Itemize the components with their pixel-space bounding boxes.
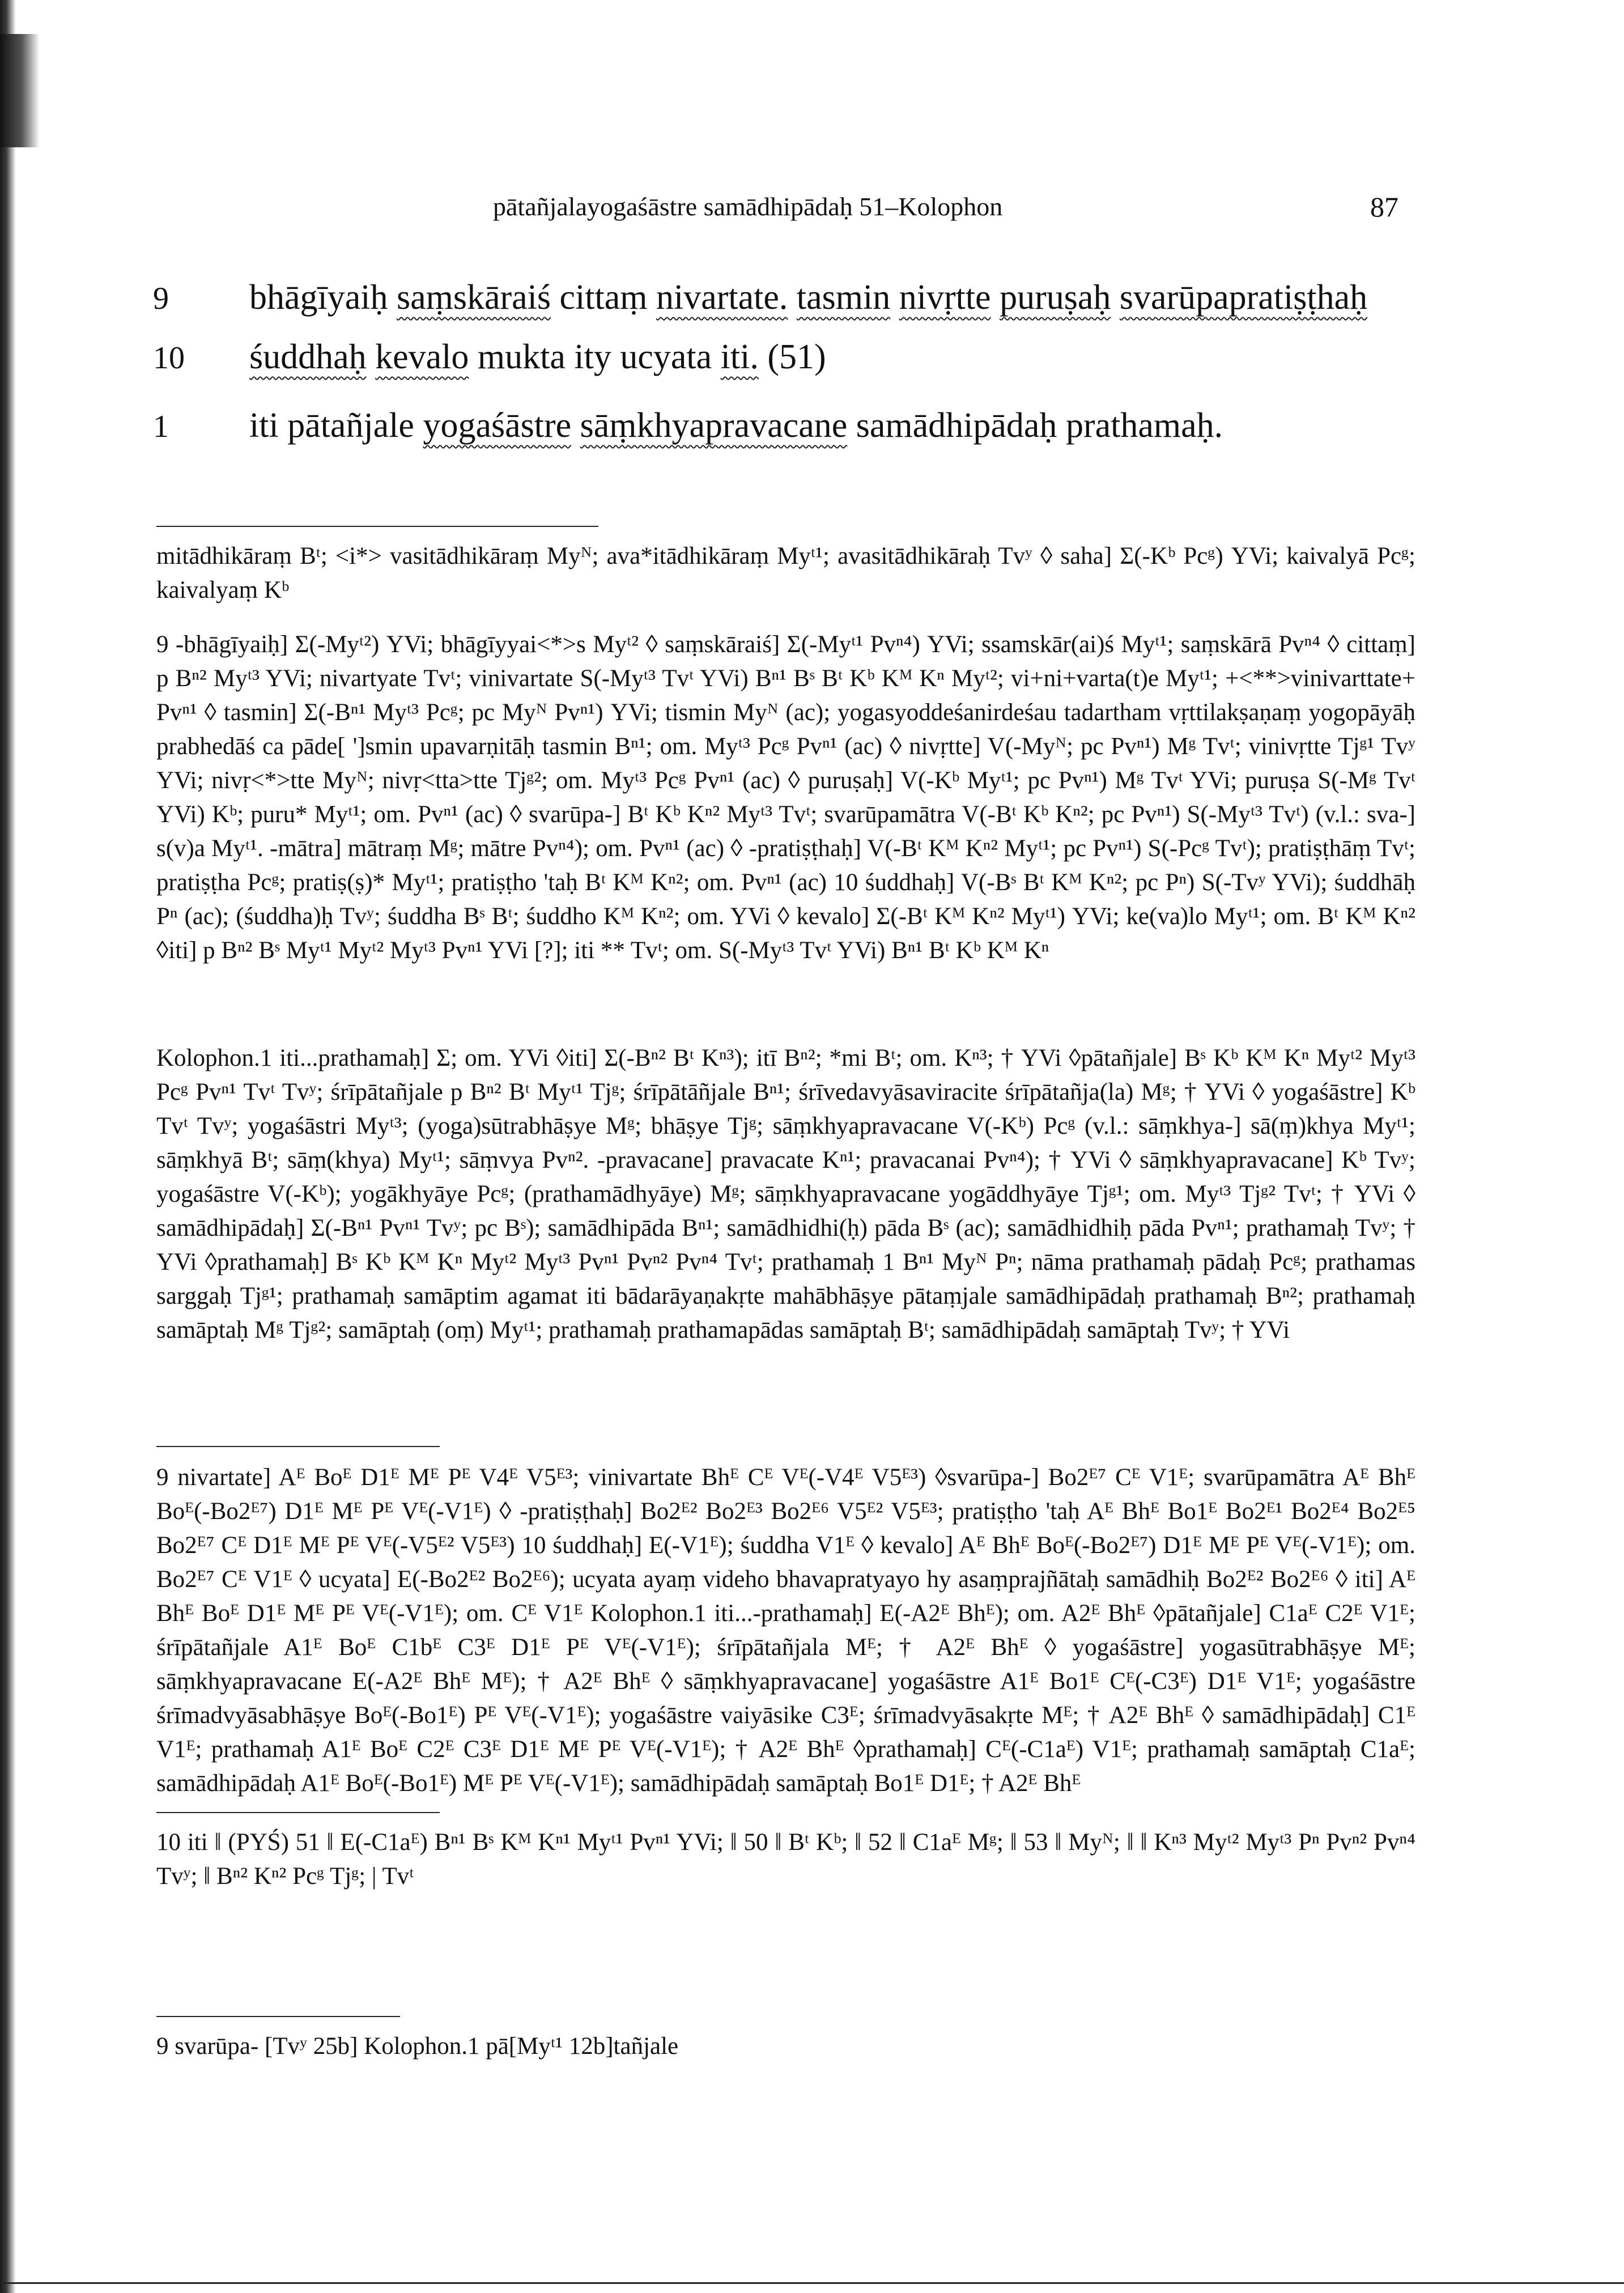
apparatus-block-e (156, 2030, 1415, 2084)
apparatus-rule-1 (156, 526, 598, 527)
binding-shadow (0, 0, 16, 2293)
apparatus-block-b (156, 1041, 1415, 1368)
main-line-colophon (153, 406, 1456, 446)
apparatus-block-a (156, 539, 1415, 988)
apparatus-entry: Kolophon.1 iti...prathamaḥ] Σ; om. YVi ◊iti] Σ(-Bⁿ² Bᵗ Kⁿ³); itī Bⁿ²; *mi Bᵗ; om. Kⁿ³; † YVi ◊pātañjale] Bˢ Kᵇ Kᴹ Kⁿ Myᵗ² Myᵗ³ Pcᵍ Pvⁿ¹ Tvᵗ Tvʸ; śrīpātañjale p Bⁿ² Bᵗ Myᵗ¹ Tjᵍ; śrīpātāñjale Bⁿ¹; śrīvedavyāsaviracite śrīpātañja(la) Mᵍ; † YVi ◊ yogaśāstre] Kᵇ Tvᵗ Tvʸ; yogaśāstri Myᵗ³; (yoga)sūtrabhāṣye Mᵍ; bhāṣye Tjᵍ; sāṃkhyapravacane V(-Kᵇ) Pcᵍ (v.l.: sāṃkhya-] sā(ṃ)khya Myᵗ¹; sāṃkhyā Bᵗ; sāṃ(khya) Myᵗ¹; sāṃvya Pvⁿ². -pravacane] pravacate Kⁿ¹; pravacanai Pvⁿ⁴); † YVi ◊ sāṃkhyapravacane] Kᵇ Tvʸ; yogaśāstre V(-Kᵇ); yogākhyāye Pcᵍ; (prathamādhyāye) Mᵍ; sāṃkhyapravacane yogāddhyāye Tjᵍ¹; om. Myᵗ³ Tjᵍ² Tvᵗ; † YVi ◊ samādhipādaḥ] Σ(-Bⁿ¹ Pvⁿ¹ Tvʸ; pc Bˢ); samādhipāda Bⁿ¹; samādhidhi(ḥ) pāda Bˢ (ac); samādhidhiḥ pāda Pvⁿ¹; prathamaḥ Tvʸ; † YVi ◊prathamaḥ] Bˢ Kᵇ Kᴹ Kⁿ Myᵗ² Myᵗ³ Pvⁿ¹ Pvⁿ² Pvⁿ⁴ Tvᵗ; prathamaḥ 1 Bⁿ¹ Myᴺ Pⁿ; nāma prathamaḥ pādaḥ Pcᵍ; prathamas sarggaḥ Tjᵍ¹; prathamaḥ samāptim agamat iti bādarāyaṇakṛte mahābhāṣye pātaṃjale samādhipādaḥ prathamaḥ Bⁿ²; prathamaḥ samāptaḥ Mᵍ Tjᵍ²; samāptaḥ (oṃ) Myᵗ¹; prathamaḥ prathamapādas samāptaḥ Bᵗ; samādhipādaḥ samāptaḥ Tvʸ; † YVi (156, 1045, 1415, 1343)
apparatus-block-c (156, 1461, 1415, 1821)
page-bottom-edge (0, 2282, 1624, 2284)
apparatus-entry: 10 iti ‖ (PYŚ) 51 ‖ E(-C1aᴱ) Bⁿ¹ Bˢ Kᴹ Kⁿ¹ Myᵗ¹ Pvⁿ¹ YVi; ‖ 50 ‖ Bᵗ Kᵇ; ‖ 52 ‖ C1aᴱ Mᵍ; ‖ 53 ‖ Myᴺ; ‖ ‖ Kⁿ³ Myᵗ² Myᵗ³ Pⁿ Pvⁿ² Pvⁿ⁴ Tvʸ; ‖ Bⁿ² Kⁿ² Pcᵍ Tjᵍ; | Tvᵗ (156, 1829, 1415, 1890)
line-text: iti pātañjale yogaśāstre sāṃkhyapravacane samādhipādaḥ prathamaḥ. (249, 406, 1223, 445)
apparatus-rule-3 (156, 1812, 440, 1813)
running-title: pātañjalayogaśāstre samādhipādaḥ 51–Kolophon (493, 192, 1003, 221)
apparatus-entry: 9 svarūpa- [Tvʸ 25b] Kolophon.1 pā[Myᵗ¹ 12b]tañjale (156, 2033, 679, 2060)
line-number: 1 (153, 409, 169, 444)
apparatus-rule-2 (156, 1446, 440, 1447)
page-number: 87 (1370, 191, 1398, 223)
apparatus-entry: mitādhikāraṃ Bᵗ; <i*> vasitādhikāraṃ Myᴺ; ava*itādhikāraṃ Myᵗ¹; avasitādhikāraḥ Tvʸ ◊ saha] Σ(-Kᵇ Pcᵍ) YVi; kaivalyā Pcᵍ; kaivalyaṃ Kᵇ (156, 543, 1415, 603)
apparatus-entry: 9 nivartate] Aᴱ Boᴱ D1ᴱ Mᴱ Pᴱ V4ᴱ V5ᴱ³; vinivartate Bhᴱ Cᴱ Vᴱ(-V4ᴱ V5ᴱ³) ◊svarūpa-] Bo2ᴱ⁷ Cᴱ V1ᴱ; svarūpamātra Aᴱ Bhᴱ Boᴱ(-Bo2ᴱ⁷) D1ᴱ Mᴱ Pᴱ Vᴱ(-V1ᴱ) ◊ -pratiṣṭhaḥ] Bo2ᴱ² Bo2ᴱ³ Bo2ᴱ⁶ V5ᴱ² V5ᴱ³; pratiṣṭho 'taḥ Aᴱ Bhᴱ Bo1ᴱ Bo2ᴱ¹ Bo2ᴱ⁴ Bo2ᴱ⁵ Bo2ᴱ⁷ Cᴱ D1ᴱ Mᴱ Pᴱ Vᴱ(-V5ᴱ² V5ᴱ³) 10 śuddhaḥ] E(-V1ᴱ); śuddha V1ᴱ ◊ kevalo] Aᴱ Bhᴱ Boᴱ(-Bo2ᴱ⁷) D1ᴱ Mᴱ Pᴱ Vᴱ(-V1ᴱ); om. Bo2ᴱ⁷ Cᴱ V1ᴱ ◊ ucyata] E(-Bo2ᴱ² Bo2ᴱ⁶); ucyata ayaṃ videho bhavapratyayo hy asaṃprajñātaḥ samādhiḥ Bo2ᴱ² Bo2ᴱ⁶ ◊ iti] Aᴱ Bhᴱ Boᴱ D1ᴱ Mᴱ Pᴱ Vᴱ(-V1ᴱ); om. Cᴱ V1ᴱ Kolophon.1 iti...-prathamaḥ] E(-A2ᴱ Bhᴱ); om. A2ᴱ Bhᴱ ◊pātañjale] C1aᴱ C2ᴱ V1ᴱ; śrīpātañjale A1ᴱ Boᴱ C1bᴱ C3ᴱ D1ᴱ Pᴱ Vᴱ(-V1ᴱ); śrīpātañjala Mᴱ; † A2ᴱ Bhᴱ ◊ yogaśāstre] yogasūtrabhāṣye Mᴱ; sāṃkhyapravacane E(-A2ᴱ Bhᴱ Mᴱ); † A2ᴱ Bhᴱ ◊ sāṃkhyapravacane] yogaśāstre A1ᴱ Bo1ᴱ Cᴱ(-C3ᴱ) D1ᴱ V1ᴱ; yogaśāstre śrīmadvyāsabhāṣye Boᴱ(-Bo1ᴱ) Pᴱ Vᴱ(-V1ᴱ); yogaśāstre vaiyāsike C3ᴱ; śrīmadvyāsakṛte Mᴱ; † A2ᴱ Bhᴱ ◊ samādhipādaḥ] C1ᴱ V1ᴱ; prathamaḥ A1ᴱ Boᴱ C2ᴱ C3ᴱ D1ᴱ Mᴱ Pᴱ Vᴱ(-V1ᴱ); † A2ᴱ Bhᴱ ◊prathamaḥ] Cᴱ(-C1aᴱ) V1ᴱ; prathamaḥ samāptaḥ C1aᴱ; samādhipādaḥ A1ᴱ Boᴱ(-Bo1ᴱ) Mᴱ Pᴱ Vᴱ(-V1ᴱ); samādhipādaḥ samāptaḥ Bo1ᴱ D1ᴱ; † A2ᴱ Bhᴱ (156, 1464, 1415, 1797)
main-text (153, 278, 1456, 465)
apparatus-entry: 9 -bhāgīyaiḥ] Σ(-Myᵗ²) YVi; bhāgīyyai<*>s Myᵗ² ◊ saṃskāraiś] Σ(-Myᵗ¹ Pvⁿ⁴) YVi; ssamskār(ai)ś Myᵗ¹; saṃskārā Pvⁿ⁴ ◊ cittaṃ] p Bⁿ² Myᵗ³ YVi; nivartyate Tvᵗ; vinivartate S(-Myᵗ³ Tvᵗ YVi) Bⁿ¹ Bˢ Bᵗ Kᵇ Kᴹ Kⁿ Myᵗ²; vi+ni+varta(t)e Myᵗ¹; +<**>vinivarttate+ Pvⁿ¹ ◊ tasmin] Σ(-Bⁿ¹ Myᵗ³ Pcᵍ; pc Myᴺ Pvⁿ¹) YVi; tismin Myᴺ (ac); yogasyoddeśanirdeśau tadartham vṛttilakṣaṇaṃ yogopāyāḥ prabhedāś ca pāde[ ']smin upavarṇitāḥ tasmin Bⁿ¹; om. Myᵗ³ Pcᵍ Pvⁿ¹ (ac) ◊ nivṛtte] V(-Myᴺ; pc Pvⁿ¹) Mᵍ Tvᵗ; vinivṛtte Tjᵍ¹ Tvʸ YVi; nivṛ<*>tte Myᴺ; nivṛ<tta>tte Tjᵍ²; om. Myᵗ³ Pcᵍ Pvⁿ¹ (ac) ◊ puruṣaḥ] V(-Kᵇ Myᵗ¹; pc Pvⁿ¹) Mᵍ Tvᵗ YVi; puruṣa S(-Mᵍ Tvᵗ YVi) Kᵇ; puru* Myᵗ¹; om. Pvⁿ¹ (ac) ◊ svarūpa-] Bᵗ Kᵇ Kⁿ² Myᵗ³ Tvᵗ; svarūpamātra V(-Bᵗ Kᵇ Kⁿ²; pc Pvⁿ¹) S(-Myᵗ³ Tvᵗ) (v.l.: sva-] s(v)a Myᵗ¹. -mātra] mātraṃ Mᵍ; mātre Pvⁿ⁴); om. Pvⁿ¹ (ac) ◊ -pratiṣṭhaḥ] V(-Bᵗ Kᴹ Kⁿ² Myᵗ¹; pc Pvⁿ¹) S(-Pcᵍ Tvᵗ); pratiṣṭhāṃ Tvᵗ; pratiṣṭha Pcᵍ; pratiṣ(ṣ)* Myᵗ¹; pratiṣṭho 'taḥ Bᵗ Kᴹ Kⁿ²; om. Pvⁿ¹ (ac) 10 śuddhaḥ] V(-Bˢ Bᵗ Kᴹ Kⁿ²; pc Pⁿ) S(-Tvʸ YVi); śuddhāḥ Pⁿ (ac); (śuddha)ḥ Tvʸ; śuddha Bˢ Bᵗ; śuddho Kᴹ Kⁿ²; om. YVi ◊ kevalo] Σ(-Bᵗ Kᴹ Kⁿ² Myᵗ¹) YVi; ke(va)lo Myᵗ¹; om. Bᵗ Kᴹ Kⁿ² ◊iti] p Bⁿ² Bˢ Myᵗ¹ Myᵗ² Myᵗ³ Pvⁿ¹ YVi [?]; iti ** Tvᵗ; om. S(-Myᵗ³ Tvᵗ YVi) Bⁿ¹ Bᵗ Kᵇ Kᴹ Kⁿ (156, 631, 1415, 964)
apparatus-rule-4 (156, 2016, 400, 2017)
apparatus-block-d (156, 1826, 1415, 1914)
line-number: 9 (153, 281, 169, 316)
main-line-10 (153, 337, 1456, 377)
main-line-9 (153, 278, 1456, 318)
binding-shadow-top (0, 34, 40, 147)
line-number: 10 (153, 341, 185, 376)
line-text: bhāgīyaiḥ saṃskāraiś cittaṃ nivartate. tasmin nivṛtte puruṣaḥ svarūpapratiṣṭhaḥ (249, 278, 1368, 317)
line-text: śuddhaḥ kevalo mukta ity ucyata iti. (51) (249, 338, 826, 376)
